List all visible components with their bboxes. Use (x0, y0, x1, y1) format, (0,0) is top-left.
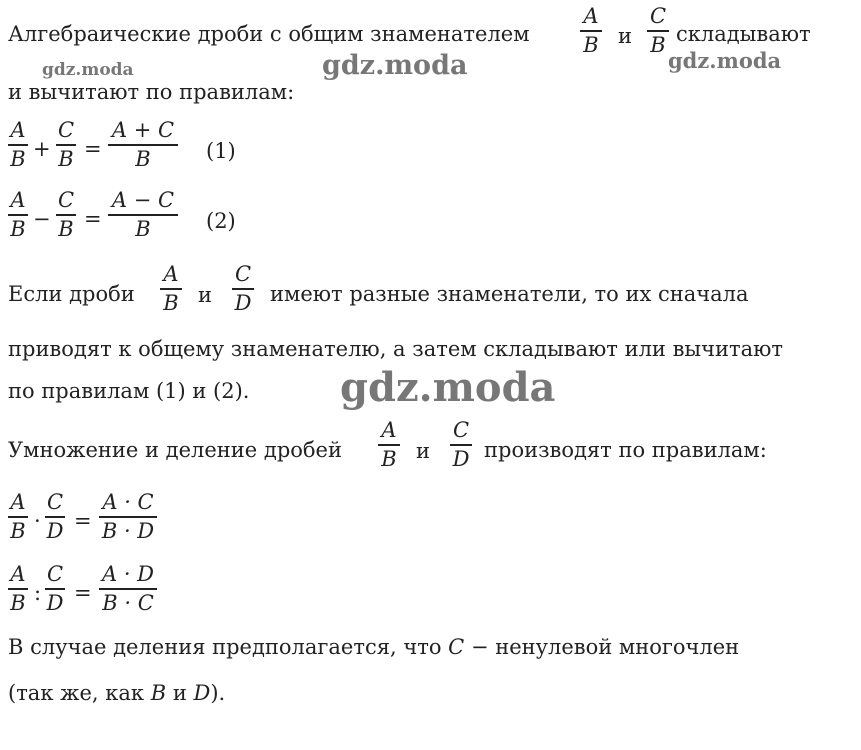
paragraph-text: − ненулевой многочлен (470, 635, 740, 659)
equals-sign: = (74, 581, 92, 605)
paragraph-text: складывают (676, 22, 811, 46)
numerator: C (46, 562, 64, 586)
equals-sign: = (84, 137, 102, 161)
paragraph-text: В случае деления предполагается, что (8, 635, 442, 659)
variable: C (448, 635, 465, 659)
paragraph-text: Если дроби (8, 282, 135, 306)
denominator: B (163, 290, 179, 315)
denominator: B (10, 216, 26, 241)
denominator: D (234, 290, 252, 315)
denominator: B (650, 32, 666, 57)
denominator: B (58, 216, 74, 241)
fraction (647, 6, 669, 56)
watermark-logo: gdz.moda (322, 50, 468, 81)
paragraph-text: Алгебраические дроби с общим знаменателем (8, 22, 530, 46)
denominator: D (46, 518, 64, 543)
numerator: C (649, 4, 667, 28)
numerator: A (10, 490, 26, 514)
fraction (45, 564, 65, 614)
fraction (450, 420, 472, 470)
denominator: B · D (101, 518, 155, 543)
numerator: C (57, 118, 75, 142)
numerator: A (583, 4, 599, 28)
watermark-logo: gdz.moda (42, 60, 134, 80)
denominator: B (10, 518, 26, 543)
numerator: A (10, 562, 26, 586)
fraction (8, 120, 28, 170)
fraction (56, 120, 76, 170)
conjunction: и (198, 283, 212, 307)
paragraph-text: приводят к общему знаменателю, а затем складывают или вычитают (8, 337, 784, 361)
equals-sign: = (84, 207, 102, 231)
fraction (99, 492, 157, 542)
numerator: C (46, 490, 64, 514)
equation-number: (1) (206, 139, 236, 163)
numerator: A (10, 188, 26, 212)
fraction (580, 6, 602, 56)
denominator: B (135, 216, 151, 241)
numerator: A · C (102, 490, 154, 514)
equation-number: (2) (206, 209, 236, 233)
multiply-sign: · (34, 509, 41, 533)
divide-sign: : (34, 581, 42, 605)
variable: D (193, 681, 211, 705)
numerator: C (57, 188, 75, 212)
fraction (8, 492, 28, 542)
plus-sign: + (33, 137, 51, 161)
denominator: B (583, 32, 599, 57)
conjunction: и (416, 439, 430, 463)
watermark-logo: gdz.moda (668, 48, 782, 73)
text-line (8, 24, 530, 45)
numerator: A − C (111, 188, 175, 212)
fraction (108, 120, 178, 170)
numerator: A (10, 118, 26, 142)
paragraph-text: производят по правилам: (484, 438, 767, 462)
text-line (8, 440, 342, 461)
fraction (8, 564, 28, 614)
paragraph-text: Умножение и деление дробей (8, 438, 342, 462)
variable: B (150, 681, 167, 705)
paragraph-text: ). (210, 681, 226, 705)
paragraph-text: (так же, как (8, 681, 144, 705)
minus-sign: − (33, 207, 51, 231)
fraction (99, 564, 157, 614)
denominator: B (381, 446, 397, 471)
fraction (108, 190, 178, 240)
denominator: D (46, 590, 64, 615)
conjunction: и (618, 24, 632, 48)
text-line (8, 284, 135, 305)
denominator: B (10, 146, 26, 171)
text-line (8, 381, 249, 402)
paragraph-text: по правилам (1) и (2). (8, 379, 250, 403)
numerator: C (234, 262, 252, 286)
text-line (8, 82, 294, 103)
text-line (8, 339, 783, 360)
denominator: B (135, 146, 151, 171)
fraction (8, 190, 28, 240)
denominator: B (58, 146, 74, 171)
denominator: B (10, 590, 26, 615)
text-line (8, 637, 739, 658)
denominator: B · C (102, 590, 154, 615)
text-line (8, 683, 225, 704)
numerator: A (163, 262, 179, 286)
numerator: C (452, 418, 470, 442)
fraction (378, 420, 400, 470)
watermark-logo: gdz.moda (340, 364, 556, 411)
fraction (232, 264, 254, 314)
equals-sign: = (74, 509, 92, 533)
conjunction: и (172, 681, 187, 705)
numerator: A · D (101, 562, 155, 586)
numerator: A (381, 418, 397, 442)
paragraph-text: имеют разные знаменатели, то их сначала (270, 282, 749, 306)
fraction (56, 190, 76, 240)
paragraph-text: и вычитают по правилам: (8, 80, 295, 104)
numerator: A + C (111, 118, 175, 142)
denominator: D (452, 446, 470, 471)
fraction (45, 492, 65, 542)
fraction (160, 264, 182, 314)
